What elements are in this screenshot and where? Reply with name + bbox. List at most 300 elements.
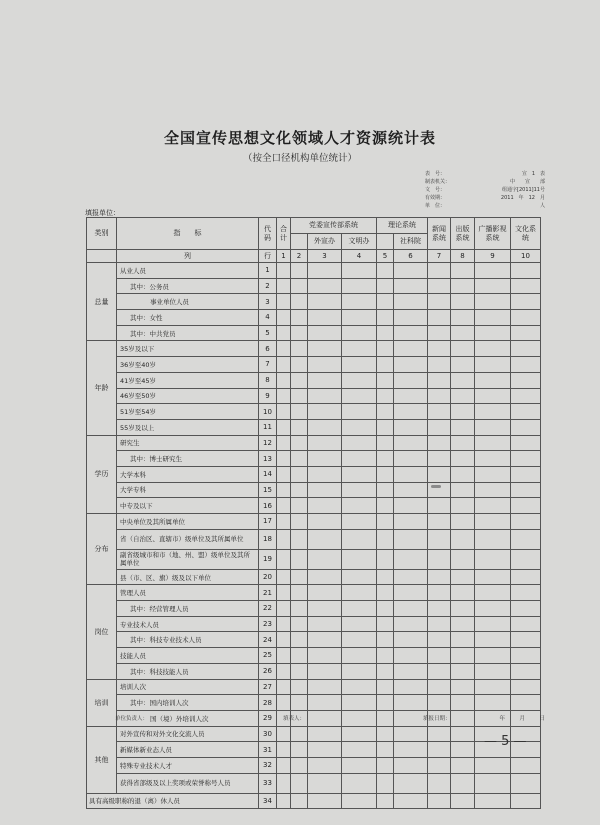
- data-cell[interactable]: [308, 388, 342, 404]
- data-cell[interactable]: [308, 726, 342, 742]
- data-cell[interactable]: [277, 341, 291, 357]
- data-cell[interactable]: [377, 451, 394, 467]
- data-cell[interactable]: [511, 773, 541, 793]
- data-cell[interactable]: [291, 310, 308, 326]
- data-cell[interactable]: [428, 549, 451, 569]
- data-cell[interactable]: [342, 435, 377, 451]
- data-cell[interactable]: [511, 451, 541, 467]
- data-cell[interactable]: [377, 263, 394, 279]
- data-cell[interactable]: [308, 310, 342, 326]
- data-cell[interactable]: [475, 482, 511, 498]
- data-cell[interactable]: [277, 466, 291, 482]
- data-cell[interactable]: [475, 514, 511, 530]
- data-cell[interactable]: [451, 726, 475, 742]
- data-cell[interactable]: [475, 569, 511, 585]
- data-cell[interactable]: [291, 435, 308, 451]
- data-cell[interactable]: [342, 773, 377, 793]
- data-cell[interactable]: [291, 419, 308, 435]
- data-cell[interactable]: [377, 648, 394, 664]
- data-cell[interactable]: [377, 569, 394, 585]
- data-cell[interactable]: [511, 632, 541, 648]
- data-cell[interactable]: [377, 325, 394, 341]
- data-cell[interactable]: [428, 325, 451, 341]
- data-cell[interactable]: [342, 549, 377, 569]
- data-cell[interactable]: [511, 404, 541, 420]
- data-cell[interactable]: [291, 793, 308, 809]
- data-cell[interactable]: [277, 679, 291, 695]
- data-cell[interactable]: [377, 585, 394, 601]
- data-cell[interactable]: [291, 742, 308, 758]
- data-cell[interactable]: [308, 435, 342, 451]
- data-cell[interactable]: [394, 757, 428, 773]
- data-cell[interactable]: [394, 549, 428, 569]
- data-cell[interactable]: [277, 757, 291, 773]
- data-cell[interactable]: [308, 793, 342, 809]
- data-cell[interactable]: [394, 451, 428, 467]
- data-cell[interactable]: [342, 294, 377, 310]
- data-cell[interactable]: [277, 404, 291, 420]
- data-cell[interactable]: [308, 466, 342, 482]
- data-cell[interactable]: [511, 529, 541, 549]
- data-cell[interactable]: [291, 451, 308, 467]
- data-cell[interactable]: [377, 372, 394, 388]
- data-cell[interactable]: [342, 695, 377, 711]
- data-cell[interactable]: [511, 466, 541, 482]
- data-cell[interactable]: [394, 616, 428, 632]
- data-cell[interactable]: [277, 632, 291, 648]
- data-cell[interactable]: [511, 679, 541, 695]
- data-cell[interactable]: [342, 514, 377, 530]
- data-cell[interactable]: [342, 498, 377, 514]
- data-cell[interactable]: [377, 466, 394, 482]
- data-cell[interactable]: [394, 679, 428, 695]
- data-cell[interactable]: [308, 742, 342, 758]
- data-cell[interactable]: [291, 263, 308, 279]
- data-cell[interactable]: [475, 372, 511, 388]
- data-cell[interactable]: [291, 341, 308, 357]
- data-cell[interactable]: [394, 278, 428, 294]
- data-cell[interactable]: [291, 726, 308, 742]
- data-cell[interactable]: [394, 310, 428, 326]
- data-cell[interactable]: [428, 310, 451, 326]
- data-cell[interactable]: [291, 498, 308, 514]
- data-cell[interactable]: [394, 419, 428, 435]
- data-cell[interactable]: [291, 757, 308, 773]
- data-cell[interactable]: [377, 498, 394, 514]
- data-cell[interactable]: [342, 601, 377, 617]
- data-cell[interactable]: [428, 514, 451, 530]
- data-cell[interactable]: [291, 601, 308, 617]
- data-cell[interactable]: [342, 404, 377, 420]
- data-cell[interactable]: [277, 793, 291, 809]
- data-cell[interactable]: [291, 325, 308, 341]
- data-cell[interactable]: [475, 648, 511, 664]
- data-cell[interactable]: [277, 388, 291, 404]
- data-cell[interactable]: [511, 663, 541, 679]
- data-cell[interactable]: [511, 294, 541, 310]
- data-cell[interactable]: [342, 616, 377, 632]
- data-cell[interactable]: [451, 278, 475, 294]
- data-cell[interactable]: [451, 773, 475, 793]
- data-cell[interactable]: [451, 263, 475, 279]
- data-cell[interactable]: [291, 388, 308, 404]
- data-cell[interactable]: [394, 648, 428, 664]
- data-cell[interactable]: [394, 404, 428, 420]
- data-cell[interactable]: [394, 514, 428, 530]
- data-cell[interactable]: [511, 435, 541, 451]
- data-cell[interactable]: [428, 726, 451, 742]
- data-cell[interactable]: [475, 435, 511, 451]
- data-cell[interactable]: [342, 726, 377, 742]
- data-cell[interactable]: [511, 419, 541, 435]
- data-cell[interactable]: [308, 372, 342, 388]
- data-cell[interactable]: [342, 278, 377, 294]
- data-cell[interactable]: [308, 263, 342, 279]
- data-cell[interactable]: [475, 632, 511, 648]
- data-cell[interactable]: [475, 404, 511, 420]
- data-cell[interactable]: [475, 616, 511, 632]
- data-cell[interactable]: [451, 514, 475, 530]
- data-cell[interactable]: [291, 404, 308, 420]
- data-cell[interactable]: [377, 357, 394, 373]
- data-cell[interactable]: [308, 679, 342, 695]
- data-cell[interactable]: [377, 773, 394, 793]
- data-cell[interactable]: [394, 569, 428, 585]
- data-cell[interactable]: [511, 372, 541, 388]
- data-cell[interactable]: [451, 404, 475, 420]
- data-cell[interactable]: [511, 263, 541, 279]
- data-cell[interactable]: [342, 529, 377, 549]
- data-cell[interactable]: [277, 294, 291, 310]
- data-cell[interactable]: [451, 585, 475, 601]
- data-cell[interactable]: [394, 742, 428, 758]
- data-cell[interactable]: [308, 357, 342, 373]
- data-cell[interactable]: [291, 616, 308, 632]
- data-cell[interactable]: [277, 585, 291, 601]
- data-cell[interactable]: [308, 695, 342, 711]
- data-cell[interactable]: [277, 695, 291, 711]
- data-cell[interactable]: [342, 372, 377, 388]
- data-cell[interactable]: [475, 679, 511, 695]
- data-cell[interactable]: [394, 793, 428, 809]
- data-cell[interactable]: [291, 585, 308, 601]
- data-cell[interactable]: [511, 757, 541, 773]
- data-cell[interactable]: [511, 616, 541, 632]
- data-cell[interactable]: [308, 419, 342, 435]
- data-cell[interactable]: [394, 341, 428, 357]
- data-cell[interactable]: [475, 757, 511, 773]
- data-cell[interactable]: [428, 263, 451, 279]
- data-cell[interactable]: [451, 549, 475, 569]
- data-cell[interactable]: [451, 616, 475, 632]
- data-cell[interactable]: [308, 616, 342, 632]
- data-cell[interactable]: [511, 793, 541, 809]
- data-cell[interactable]: [394, 695, 428, 711]
- data-cell[interactable]: [342, 482, 377, 498]
- data-cell[interactable]: [291, 549, 308, 569]
- data-cell[interactable]: [475, 585, 511, 601]
- data-cell[interactable]: [428, 278, 451, 294]
- data-cell[interactable]: [428, 435, 451, 451]
- data-cell[interactable]: [394, 632, 428, 648]
- data-cell[interactable]: [394, 435, 428, 451]
- data-cell[interactable]: [277, 357, 291, 373]
- data-cell[interactable]: [428, 695, 451, 711]
- data-cell[interactable]: [428, 341, 451, 357]
- data-cell[interactable]: [511, 695, 541, 711]
- data-cell[interactable]: [277, 498, 291, 514]
- data-cell[interactable]: [291, 357, 308, 373]
- data-cell[interactable]: [511, 549, 541, 569]
- data-cell[interactable]: [277, 263, 291, 279]
- data-cell[interactable]: [342, 263, 377, 279]
- data-cell[interactable]: [451, 632, 475, 648]
- data-cell[interactable]: [342, 632, 377, 648]
- data-cell[interactable]: [377, 616, 394, 632]
- data-cell[interactable]: [475, 388, 511, 404]
- data-cell[interactable]: [394, 466, 428, 482]
- data-cell[interactable]: [451, 341, 475, 357]
- data-cell[interactable]: [277, 278, 291, 294]
- data-cell[interactable]: [511, 341, 541, 357]
- data-cell[interactable]: [394, 585, 428, 601]
- data-cell[interactable]: [291, 663, 308, 679]
- data-cell[interactable]: [475, 466, 511, 482]
- data-cell[interactable]: [308, 632, 342, 648]
- data-cell[interactable]: [277, 325, 291, 341]
- data-cell[interactable]: [394, 294, 428, 310]
- data-cell[interactable]: [377, 601, 394, 617]
- data-cell[interactable]: [394, 482, 428, 498]
- data-cell[interactable]: [511, 325, 541, 341]
- data-cell[interactable]: [308, 569, 342, 585]
- data-cell[interactable]: [277, 569, 291, 585]
- data-cell[interactable]: [511, 514, 541, 530]
- data-cell[interactable]: [511, 482, 541, 498]
- data-cell[interactable]: [342, 419, 377, 435]
- data-cell[interactable]: [342, 310, 377, 326]
- data-cell[interactable]: [291, 482, 308, 498]
- data-cell[interactable]: [277, 549, 291, 569]
- data-cell[interactable]: [475, 773, 511, 793]
- data-cell[interactable]: [277, 726, 291, 742]
- data-cell[interactable]: [377, 679, 394, 695]
- data-cell[interactable]: [428, 372, 451, 388]
- data-cell[interactable]: [291, 294, 308, 310]
- data-cell[interactable]: [428, 585, 451, 601]
- data-cell[interactable]: [291, 695, 308, 711]
- data-cell[interactable]: [342, 742, 377, 758]
- data-cell[interactable]: [377, 278, 394, 294]
- data-cell[interactable]: [428, 632, 451, 648]
- data-cell[interactable]: [428, 663, 451, 679]
- data-cell[interactable]: [291, 278, 308, 294]
- data-cell[interactable]: [451, 757, 475, 773]
- data-cell[interactable]: [291, 529, 308, 549]
- data-cell[interactable]: [475, 601, 511, 617]
- data-cell[interactable]: [308, 549, 342, 569]
- data-cell[interactable]: [475, 695, 511, 711]
- data-cell[interactable]: [511, 310, 541, 326]
- data-cell[interactable]: [451, 372, 475, 388]
- data-cell[interactable]: [428, 569, 451, 585]
- data-cell[interactable]: [377, 529, 394, 549]
- data-cell[interactable]: [475, 310, 511, 326]
- data-cell[interactable]: [342, 388, 377, 404]
- data-cell[interactable]: [451, 648, 475, 664]
- data-cell[interactable]: [451, 695, 475, 711]
- data-cell[interactable]: [451, 742, 475, 758]
- data-cell[interactable]: [451, 435, 475, 451]
- data-cell[interactable]: [394, 372, 428, 388]
- data-cell[interactable]: [308, 482, 342, 498]
- data-cell[interactable]: [308, 404, 342, 420]
- data-cell[interactable]: [428, 404, 451, 420]
- data-cell[interactable]: [428, 498, 451, 514]
- data-cell[interactable]: [511, 388, 541, 404]
- data-cell[interactable]: [377, 514, 394, 530]
- data-cell[interactable]: [428, 529, 451, 549]
- data-cell[interactable]: [342, 569, 377, 585]
- data-cell[interactable]: [377, 742, 394, 758]
- data-cell[interactable]: [277, 514, 291, 530]
- data-cell[interactable]: [428, 793, 451, 809]
- data-cell[interactable]: [308, 498, 342, 514]
- data-cell[interactable]: [277, 601, 291, 617]
- data-cell[interactable]: [451, 569, 475, 585]
- data-cell[interactable]: [308, 514, 342, 530]
- data-cell[interactable]: [308, 773, 342, 793]
- data-cell[interactable]: [475, 341, 511, 357]
- data-cell[interactable]: [511, 278, 541, 294]
- data-cell[interactable]: [308, 585, 342, 601]
- data-cell[interactable]: [394, 357, 428, 373]
- data-cell[interactable]: [451, 466, 475, 482]
- data-cell[interactable]: [394, 726, 428, 742]
- data-cell[interactable]: [291, 773, 308, 793]
- data-cell[interactable]: [428, 742, 451, 758]
- data-cell[interactable]: [451, 451, 475, 467]
- data-cell[interactable]: [451, 601, 475, 617]
- data-cell[interactable]: [277, 451, 291, 467]
- data-cell[interactable]: [451, 357, 475, 373]
- data-cell[interactable]: [377, 404, 394, 420]
- data-cell[interactable]: [451, 498, 475, 514]
- data-cell[interactable]: [451, 679, 475, 695]
- data-cell[interactable]: [377, 341, 394, 357]
- data-cell[interactable]: [342, 585, 377, 601]
- data-cell[interactable]: [511, 585, 541, 601]
- data-cell[interactable]: [451, 325, 475, 341]
- data-cell[interactable]: [277, 482, 291, 498]
- data-cell[interactable]: [291, 679, 308, 695]
- data-cell[interactable]: [475, 357, 511, 373]
- data-cell[interactable]: [377, 388, 394, 404]
- data-cell[interactable]: [277, 310, 291, 326]
- data-cell[interactable]: [308, 529, 342, 549]
- data-cell[interactable]: [342, 793, 377, 809]
- data-cell[interactable]: [394, 325, 428, 341]
- data-cell[interactable]: [342, 466, 377, 482]
- data-cell[interactable]: [451, 793, 475, 809]
- data-cell[interactable]: [308, 757, 342, 773]
- data-cell[interactable]: [428, 466, 451, 482]
- data-cell[interactable]: [428, 451, 451, 467]
- data-cell[interactable]: [451, 294, 475, 310]
- data-cell[interactable]: [475, 263, 511, 279]
- data-cell[interactable]: [377, 663, 394, 679]
- data-cell[interactable]: [277, 435, 291, 451]
- data-cell[interactable]: [377, 726, 394, 742]
- data-cell[interactable]: [291, 648, 308, 664]
- data-cell[interactable]: [277, 419, 291, 435]
- data-cell[interactable]: [511, 569, 541, 585]
- data-cell[interactable]: [277, 372, 291, 388]
- data-cell[interactable]: [342, 648, 377, 664]
- data-cell[interactable]: [511, 648, 541, 664]
- data-cell[interactable]: [342, 757, 377, 773]
- data-cell[interactable]: [428, 616, 451, 632]
- data-cell[interactable]: [377, 310, 394, 326]
- data-cell[interactable]: [451, 482, 475, 498]
- data-cell[interactable]: [308, 663, 342, 679]
- data-cell[interactable]: [277, 663, 291, 679]
- data-cell[interactable]: [475, 793, 511, 809]
- data-cell[interactable]: [308, 601, 342, 617]
- data-cell[interactable]: [342, 663, 377, 679]
- data-cell[interactable]: [451, 388, 475, 404]
- data-cell[interactable]: [342, 341, 377, 357]
- data-cell[interactable]: [308, 325, 342, 341]
- data-cell[interactable]: [291, 514, 308, 530]
- data-cell[interactable]: [377, 549, 394, 569]
- data-cell[interactable]: [377, 695, 394, 711]
- data-cell[interactable]: [394, 529, 428, 549]
- data-cell[interactable]: [511, 357, 541, 373]
- data-cell[interactable]: [342, 325, 377, 341]
- data-cell[interactable]: [428, 357, 451, 373]
- data-cell[interactable]: [394, 663, 428, 679]
- data-cell[interactable]: [377, 482, 394, 498]
- data-cell[interactable]: [394, 498, 428, 514]
- data-cell[interactable]: [377, 757, 394, 773]
- data-cell[interactable]: [428, 648, 451, 664]
- data-cell[interactable]: [291, 466, 308, 482]
- data-cell[interactable]: [475, 419, 511, 435]
- data-cell[interactable]: [451, 419, 475, 435]
- data-cell[interactable]: [308, 294, 342, 310]
- data-cell[interactable]: [277, 529, 291, 549]
- data-cell[interactable]: [377, 419, 394, 435]
- data-cell[interactable]: [428, 773, 451, 793]
- data-cell[interactable]: [291, 632, 308, 648]
- data-cell[interactable]: [394, 263, 428, 279]
- data-cell[interactable]: [291, 372, 308, 388]
- data-cell[interactable]: [475, 663, 511, 679]
- data-cell[interactable]: [475, 325, 511, 341]
- data-cell[interactable]: [394, 773, 428, 793]
- data-cell[interactable]: [428, 388, 451, 404]
- data-cell[interactable]: [475, 529, 511, 549]
- data-cell[interactable]: [277, 616, 291, 632]
- data-cell[interactable]: [475, 294, 511, 310]
- data-cell[interactable]: [475, 498, 511, 514]
- data-cell[interactable]: [377, 793, 394, 809]
- data-cell[interactable]: [428, 679, 451, 695]
- data-cell[interactable]: [342, 679, 377, 695]
- data-cell[interactable]: [377, 435, 394, 451]
- data-cell[interactable]: [342, 451, 377, 467]
